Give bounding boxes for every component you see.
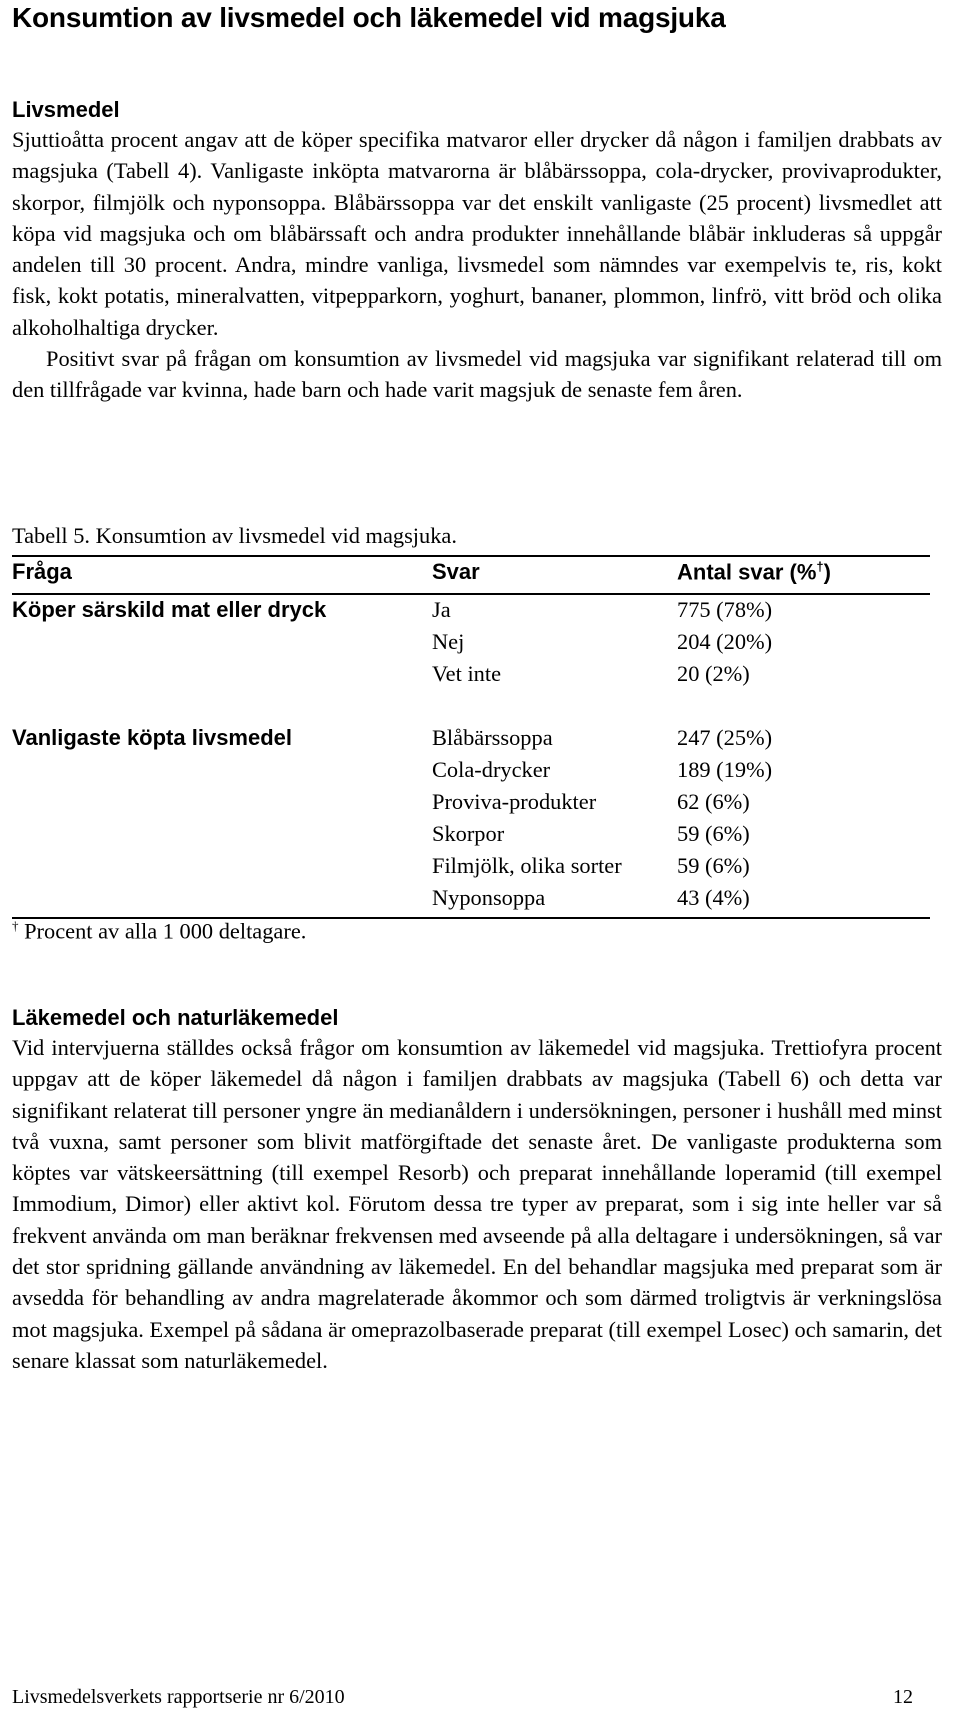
row-count: 204 (20%) (677, 629, 773, 654)
row-answer: Blåbärssoppa (432, 725, 553, 750)
row-answer: Nyponsoppa (432, 885, 546, 910)
page-title: Konsumtion av livsmedel och läkemedel vid magsjuka (12, 2, 726, 33)
row-answer: Ja (432, 597, 451, 622)
row-answer: Cola-drycker (432, 757, 551, 782)
row-answer: Nej (432, 629, 465, 654)
column-header-question: Fråga (12, 559, 72, 584)
footer-series: Livsmedelsverkets rapportserie nr 6/2010 (12, 1686, 345, 1708)
livsmedel-text (12, 124, 942, 406)
paragraph: Vid intervjuerna ställdes också frågor om konsumtion av läkemedel vid magsjuka. Trettiofyra procent uppgav att de köper läkemedel då någon i familjen drabbats av magsjuka (Tabell 6) och detta var signifikant relaterat till personer yngre än medianåldern i undersökningen, personer i hushåll med minst två vuxna, samt personer som blivit matförgiftade det senaste året. De vanligaste produkterna som köptes var vätskeersättning (till exempel Resorb) och preparat innehållande loperamid (till exempel Immodium, Dimor) eller aktivt kol. Förutom dessa tre typer av preparat, som i sig inte heller var så frekvent använda om man beräknar frekvensen med avseende på alla deltagare i undersökningen, så var det stor spridning gällande användning av läkemedel. En del behandlar magsjuka med preparat som är avsedda för behandling av andra magrelaterade åkommor och som därmed troligtvis är verkningslösa mot magsjuka. Exempel på sådana är omeprazolbaserade preparat (till exempel Losec) och samarin, det senare klassat som naturläkemedel. (12, 1035, 942, 1373)
row-count: 59 (6%) (677, 853, 750, 878)
table-top-rule (12, 555, 930, 557)
page-number: 12 (893, 1686, 913, 1708)
row-answer: Proviva-produkter (432, 789, 597, 814)
row-count: 59 (6%) (677, 821, 750, 846)
table-footnote: † Procent av alla 1 000 deltagare. (12, 918, 307, 944)
column-header-count: Antal svar (%†) (677, 559, 831, 585)
section-heading-lakemedel: Läkemedel och naturläkemedel (12, 1005, 339, 1030)
table-caption: Tabell 5. Konsumtion av livsmedel vid magsjuka. (12, 523, 457, 548)
row-count: 62 (6%) (677, 789, 750, 814)
row-count: 20 (2%) (677, 661, 750, 686)
row-count: 43 (4%) (677, 885, 750, 910)
row-answer: Vet inte (432, 661, 502, 686)
lakemedel-text (12, 1032, 942, 1376)
table-header-rule (12, 593, 930, 595)
row-answer: Skorpor (432, 821, 505, 846)
row-count: 189 (19%) (677, 757, 773, 782)
paragraph: Positivt svar på frågan om konsumtion av livsmedel vid magsjuka var signifikant relaterad till om den tillfrågade var kvinna, hade barn och hade varit magsjuk de senaste fem åren. (12, 346, 942, 403)
row-count: 775 (78%) (677, 597, 773, 622)
row-count: 247 (25%) (677, 725, 773, 750)
column-header-answer: Svar (432, 559, 480, 584)
paragraph: Sjuttioåtta procent angav att de köper specifika matvaror eller drycker då någon i familjen drabbats av magsjuka (Tabell 4). Vanligaste inköpta matvarorna är blåbärssoppa, cola-drycker, provivaprodukter, skorpor, filmjölk och nyponsoppa. Blåbärssoppa var det enskilt vanligaste (25 procent) livsmedlet att köpa vid magsjuka och om blåbärssaft och andra produkter innehållande blåbär inkluderas så uppgår andelen till 30 procent. Andra, mindre vanliga, livsmedel som nämndes var exempelvis te, ris, kokt fisk, kokt potatis, mineralvatten, vitpepparkorn, yoghurt, bananer, plommon, linfrö, vitt bröd och olika alkoholhaltiga drycker. (12, 127, 942, 340)
row-answer: Filmjölk, olika sorter (432, 853, 622, 878)
row-question: Vanligaste köpta livsmedel (12, 725, 293, 750)
row-question: Köper särskild mat eller dryck (12, 597, 327, 622)
section-heading-livsmedel: Livsmedel (12, 97, 120, 122)
